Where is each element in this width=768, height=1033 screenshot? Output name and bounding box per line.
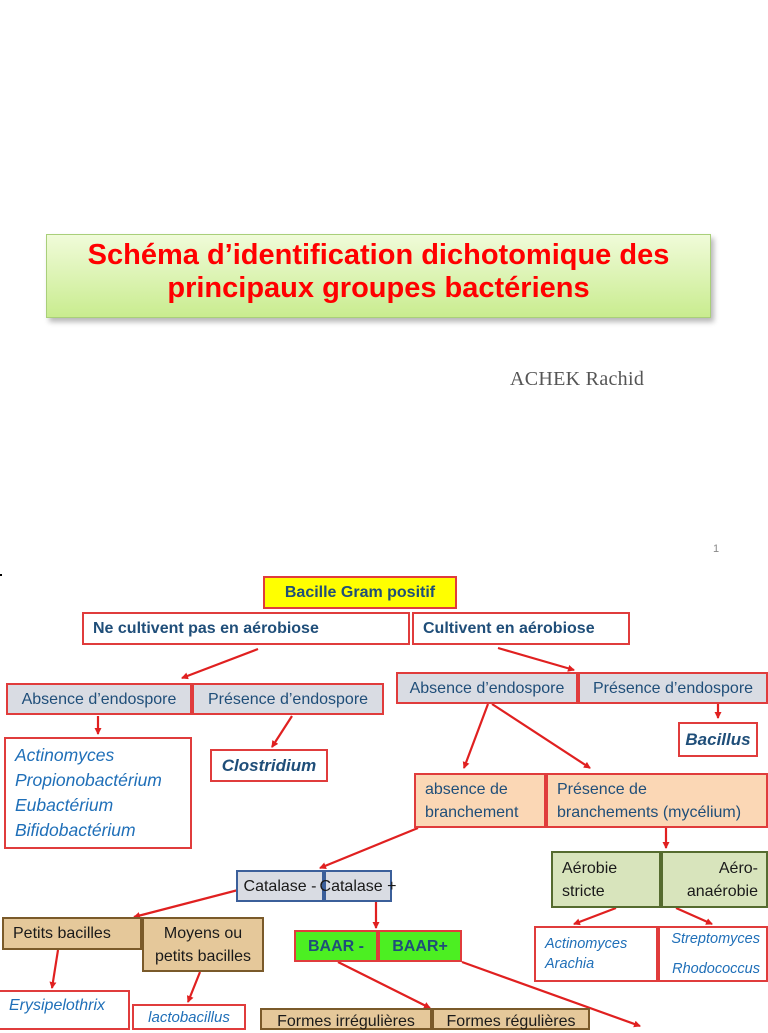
bacillus-label: Bacillus	[685, 730, 751, 749]
no-branching-node	[414, 773, 546, 828]
genus-bifidobacterium: Bifidobactérium	[15, 820, 136, 840]
arrow-to-clostridium	[272, 716, 292, 747]
page-number: 1	[713, 543, 720, 555]
baar-pos-label: BAAR+	[392, 937, 448, 955]
author: ACHEK Rachid	[510, 368, 645, 390]
medium-rods-node	[142, 917, 264, 972]
corner-mark	[0, 574, 2, 576]
aero-anaerobic-genera-box	[658, 926, 768, 982]
arrow-to-strict-genera	[574, 908, 616, 924]
genus-eubacterium: Eubactérium	[15, 795, 114, 815]
baar-neg-label: BAAR -	[308, 937, 364, 955]
non-aerobic-label: Ne cultivent pas en aérobiose	[93, 620, 319, 637]
genus-streptomyces: Streptomyces	[671, 931, 760, 947]
genus-arachia: Arachia	[545, 956, 595, 972]
aero-anaerobic-node	[661, 851, 768, 908]
strict-aerobic-genera-box	[534, 926, 658, 982]
strict-aerobic-line-1: Aérobie	[562, 859, 618, 877]
arrow-to-erysipelothrix	[52, 950, 58, 988]
lactobacillus-node	[132, 1004, 246, 1030]
non-aerobic-node	[82, 612, 410, 645]
regular-forms-node	[432, 1008, 590, 1030]
genus-erysipelothrix: Erysipelothrix	[9, 997, 106, 1014]
irregular-forms-label: Formes irrégulières	[277, 1013, 415, 1030]
arrow-to-no-branching	[464, 704, 488, 768]
arrow-to-irregular-forms	[338, 962, 430, 1008]
baar-neg-node	[294, 930, 378, 962]
catalase-pos-node	[319, 870, 397, 902]
aero-anaerobic-line-1: Aéro-	[718, 859, 758, 877]
regular-forms-label: Formes régulières	[446, 1013, 576, 1030]
anaerobic-genera-list	[15, 743, 162, 843]
lactobacillus-label: lactobacillus	[148, 1008, 230, 1026]
root-label: Bacille Gram positif	[284, 584, 436, 601]
left-spore-label: Présence d’endospore	[207, 690, 369, 708]
arrow-to-aero-genera	[676, 908, 712, 924]
aero-anaerobic-line-2: anaérobie	[686, 882, 758, 900]
root-node	[263, 576, 457, 609]
aerobic-label: Cultivent en aérobiose	[423, 620, 595, 637]
genus-actinomyces-strict: Actinomyces	[545, 936, 628, 952]
anaerobic-genera-box	[4, 737, 192, 849]
no-branching-line-2: branchement	[425, 803, 519, 821]
strict-aerobic-node	[551, 851, 661, 908]
clostridium-label: Clostridium	[221, 756, 317, 775]
bacillus-node	[678, 722, 758, 757]
right-spore-label: Présence d’endospore	[592, 679, 754, 697]
right-no-spore-node	[396, 672, 578, 704]
small-rod-genera-box	[0, 990, 130, 1030]
arrow-to-lactobacillus	[188, 972, 200, 1002]
branching-node	[546, 773, 768, 828]
genus-rhodococcus: Rhodococcus	[672, 961, 760, 977]
genus-propionobacterium: Propionobactérium	[15, 770, 162, 790]
left-no-spore-node	[6, 683, 192, 715]
left-no-spore-label: Absence d’endospore	[21, 690, 177, 708]
strict-aerobic-line-2: stricte	[562, 882, 605, 900]
title-line-2: principaux groupes bactériens	[167, 272, 590, 304]
arrow-to-branching	[492, 704, 590, 768]
small-rods-node	[2, 917, 142, 950]
branching-line-2: branchements (mycélium)	[557, 803, 742, 821]
medium-rods-line-2: petits bacilles	[154, 947, 252, 965]
catalase-pos-label: Catalase +	[319, 877, 397, 895]
arrow-to-catalase	[320, 828, 418, 868]
title-box	[46, 234, 711, 318]
arrow-non-aerobic-to-spore	[182, 649, 258, 678]
catalase-neg-node	[236, 870, 324, 902]
title-line-1: Schéma d’identification dichotomique des	[87, 239, 670, 271]
no-branching-line-1: absence de	[425, 780, 508, 798]
left-spore-node	[192, 683, 384, 715]
medium-rods-line-1: Moyens ou	[163, 924, 243, 942]
right-no-spore-label: Absence d’endospore	[409, 679, 565, 697]
arrow-aerobic-to-spore	[498, 648, 574, 670]
catalase-neg-label: Catalase -	[243, 877, 317, 895]
baar-pos-node	[378, 930, 462, 962]
clostridium-node	[210, 749, 328, 782]
aerobic-node	[412, 612, 630, 645]
branching-line-1: Présence de	[557, 780, 647, 798]
right-spore-node	[578, 672, 768, 704]
irregular-forms-node	[260, 1008, 432, 1030]
genus-actinomyces: Actinomyces	[15, 745, 115, 765]
arrow-to-small-rods	[134, 890, 238, 917]
small-rods-label: Petits bacilles	[13, 925, 111, 942]
